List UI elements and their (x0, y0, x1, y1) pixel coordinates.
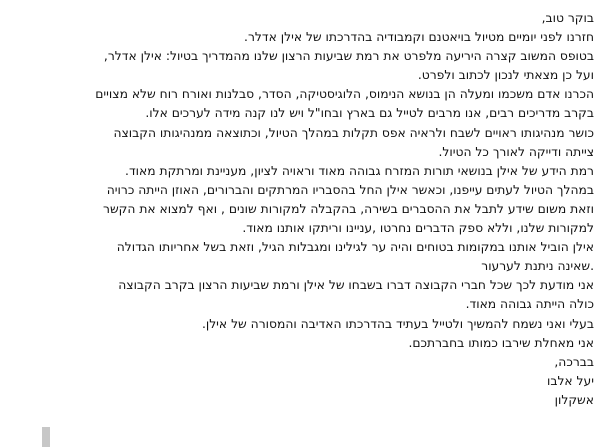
letter-line: ועל כן מצאתי לנכון לכתוב ולפרט. (417, 68, 594, 83)
letter-line: אילן הוביל אותנו במקומות בטוחים והיה ער לגילינו ומגבלות הגיל, וזאת בשל אחריותו הגדולה (116, 240, 594, 255)
letter-line: צייתה ודייקה לאורך כל הטיול. (438, 144, 594, 159)
signature-city: אשקלון (554, 392, 594, 407)
signature-name: יעל אלבו (546, 373, 594, 388)
greeting-line: בוקר טוב, (541, 11, 594, 25)
letter-line: אני מודעת לכך שכל חברי הקבוצה דברו בשבחו של אילן ורמת שביעות הרצון בקרב הקבוצה (118, 278, 594, 293)
letter-line: .שאינה ניתנת לערעור (481, 259, 594, 274)
letter-line: כושר מנהיגותו ראויים לשבח ולראיה אפס תקלות במהלך הטיול, וכתוצאה ממנהיגותו הקבוצה (113, 125, 594, 140)
letter-line: וזאת משום שידע לתבל את ההסברים בשירה, בהקבלה למקורות שונים , ואף למצוא את הקשר (103, 201, 594, 216)
letter-line: אני מאחלת שירבו כמותו בחברתכם. (408, 335, 594, 350)
letter-line: בעלי ואני נשמח להמשיך ולטייל בעתיד בהדרכתו האדיבה והמסורה של אילן. (201, 316, 594, 331)
letter-line: בטופס המשוב קצרה היריעה מלפרט את רמת שביעות הרצון שלנו מהמדריך בטיול: אילן אדלר, (103, 49, 594, 64)
letter-body (14, 9, 594, 410)
letter-line: במהלך הטיול לעתים עייפנו, וכאשר אילן החל בהסבריו המרתקים והברורים, האוזן הייתה כרויה (106, 182, 594, 197)
closing-line: בברכה, (554, 354, 594, 369)
letter-line: הכרנו אדם משכמו ומעלה הן בנושא הנימוס, הלוגיסטיקה, הסדר, סבלנות ואורח רוח שלא מצויים (95, 87, 594, 102)
scrollbar-thumb[interactable] (42, 427, 50, 447)
letter-line: בקרב מדריכים רבים, אנו מרבים לטייל גם בארץ ובחו"ל ויש לנו קנה מידה לערכים אלו. (145, 106, 594, 121)
letter-line: כולה הייתה גבוהה מאוד. (465, 297, 594, 312)
letter-line: למקורות שלנו, וללא ספק הדברים נחרטו ,עניינו וריתקו אותנו מאוד. (242, 221, 594, 236)
letter-line: חזרנו לפני יומיים מטיול בויאטנם וקמבודיה בהדרכתו של אילן אדלר. (244, 30, 594, 45)
letter-line: רמת הידע של אילן בנושאי תורות המזרח גבוהה מאוד וראויה לציון, מעניינת ומרתקת מאוד. (125, 163, 594, 178)
